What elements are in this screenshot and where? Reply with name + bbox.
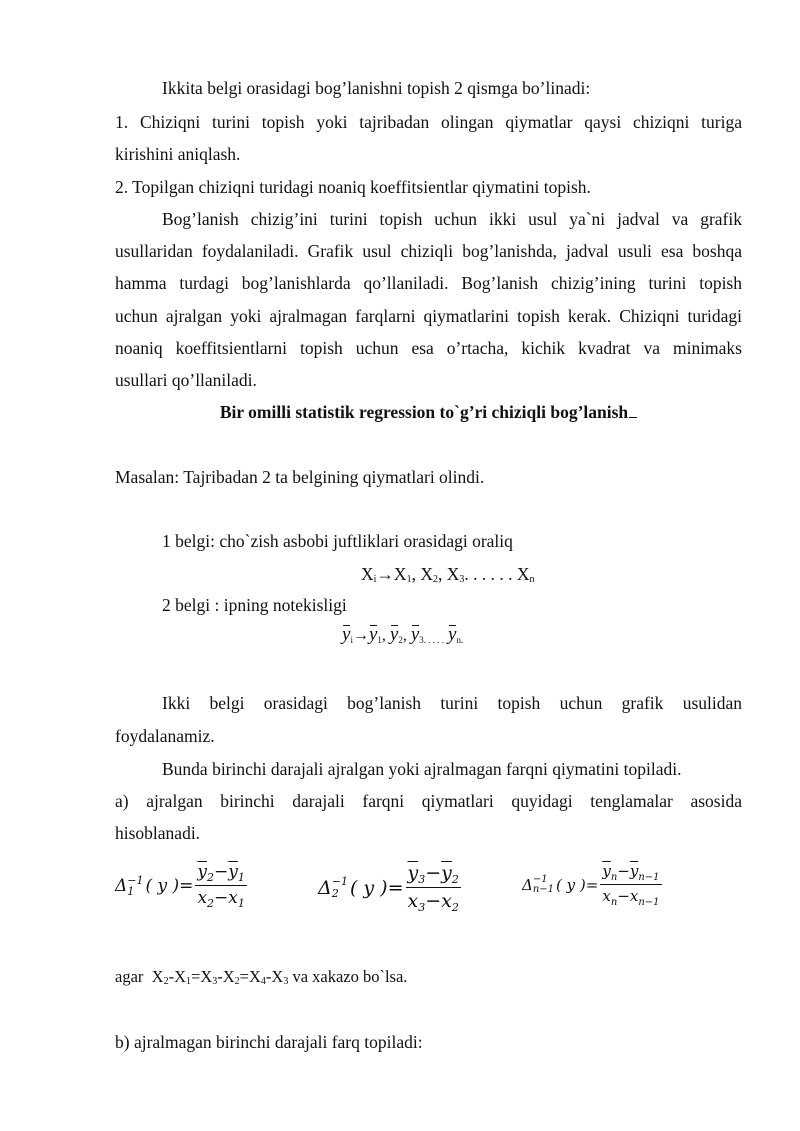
sub-index: 1 bbox=[237, 897, 245, 910]
x-symbol: X bbox=[516, 564, 530, 584]
fraction bbox=[406, 862, 461, 914]
section-heading-text: Bir omilli statistik regression to`g’ri chiziqli bog’lanish bbox=[219, 402, 629, 422]
y-bar-symbol: y bbox=[389, 624, 399, 645]
y-sub-n: n. bbox=[456, 635, 464, 645]
sub-index: 2 bbox=[207, 871, 215, 884]
delta-subscript: n−1 bbox=[532, 884, 555, 895]
y-sub-3: 3. . . . . bbox=[419, 635, 445, 645]
x-sub-3: 3 bbox=[459, 574, 465, 585]
sub-index: 1 bbox=[237, 871, 245, 884]
sub-index: n bbox=[610, 872, 618, 883]
paragraph-methods-line-3: hamma turdagi bog’lanishlarda qo’llaniladi. Bog’lanish chizig’ining turini topish bbox=[115, 273, 742, 293]
delta-subscript: 1 bbox=[127, 885, 135, 898]
y-bar-symbol: y bbox=[448, 624, 457, 645]
y-bar-symbol: $\overline{y}$ bbox=[228, 862, 238, 882]
equals-sign: = bbox=[239, 967, 249, 986]
function-of-y: ( y )= bbox=[145, 876, 194, 896]
delta-symbol: Δ bbox=[115, 876, 128, 896]
sub-index: 3 bbox=[283, 976, 289, 987]
minus-sign: - bbox=[265, 967, 272, 986]
x-symbol: X bbox=[174, 967, 186, 986]
sub-index: 2 bbox=[451, 873, 459, 886]
heading-underscore-mark bbox=[629, 417, 637, 418]
sub-index: 1 bbox=[186, 976, 191, 987]
minus-sign: - bbox=[217, 967, 223, 986]
sub-index: n bbox=[610, 897, 618, 908]
list-item-2: 2. Topilgan chiziqni turidagi noaniq koeffitsientlar qiymatini topish. bbox=[115, 177, 591, 197]
x-symbol: X bbox=[151, 967, 164, 986]
paragraph-methods-line-4: uchun ajralgan yoki ajralmagan farqlarni qiymatlarini topish kerak. Chiziqni turidagi bbox=[115, 306, 742, 326]
item-b-line: b) ajralmagan birinchi darajali farq topiladi: bbox=[115, 1032, 423, 1052]
y-bar-symbol: $\overline{y}$ bbox=[602, 862, 611, 880]
x-symbol: X bbox=[200, 967, 213, 986]
list-item-1-line-2: kirishini aniqlash. bbox=[115, 144, 241, 164]
section-heading bbox=[115, 401, 742, 423]
paragraph-graphic-line-1: Ikki belgi orasidagi bog’lanish turini topish uchun grafik usulidan bbox=[162, 693, 742, 713]
sub-index: 2 bbox=[163, 976, 169, 987]
y-sub-1: 1 bbox=[377, 635, 382, 645]
paragraph-methods-line-5: noaniq koeffitsientlarni topish uchun esa o’rtacha, kichik kvadrat va minimaks bbox=[115, 338, 742, 358]
power-label: −1 bbox=[532, 874, 548, 885]
arrow-symbol: → bbox=[352, 627, 369, 644]
x-symbol: X bbox=[222, 967, 235, 986]
x-symbol: x bbox=[629, 887, 639, 905]
formula-delta-n bbox=[522, 862, 662, 908]
minus-sign: − bbox=[214, 862, 229, 882]
sub-index: 2 bbox=[234, 976, 240, 987]
y-bar-symbol: $\overline{y}$ bbox=[407, 862, 419, 884]
paragraph-difference: Bunda birinchi darajali ajralgan yoki ajralmagan farqni qiymatini topiladi. bbox=[162, 759, 682, 779]
x-sub-n: n bbox=[529, 574, 535, 585]
x-sub-2: 2 bbox=[432, 574, 438, 585]
y-bar-symbol: y bbox=[368, 624, 378, 645]
y-sub-2: 2 bbox=[398, 635, 403, 645]
function-of-y: ( y )= bbox=[349, 877, 404, 899]
sub-index: 2 bbox=[207, 897, 215, 910]
x-symbol: x bbox=[228, 888, 238, 908]
minus-sign: − bbox=[214, 888, 229, 908]
paragraph-intro-line: Ikkita belgi orasidagi bog’lanishni topish 2 qismga bo’linadi: bbox=[162, 78, 591, 98]
feature-1-description: 1 belgi: cho`zish asbobi juftliklari orasidagi oraliq bbox=[162, 531, 513, 551]
sub-index: 2 bbox=[451, 901, 459, 914]
formula-delta-2 bbox=[318, 862, 461, 914]
power-label: −1 bbox=[331, 875, 348, 888]
y-sub-i: i bbox=[350, 635, 353, 645]
y-series-formula: yi→y1, y2, y3. . . . . yn. bbox=[342, 624, 464, 645]
minus-sign: − bbox=[425, 862, 442, 884]
sub-index: 3 bbox=[418, 873, 426, 886]
example-intro: Masalan: Tajribadan 2 ta belgining qiymatlari olindi. bbox=[115, 467, 485, 487]
separator: , bbox=[437, 564, 447, 584]
x-symbol: X bbox=[271, 967, 284, 986]
fraction bbox=[195, 862, 246, 910]
paragraph-methods-line-2: usullaridan foydalaniladi. Grafik usul chiziqli bog’lanishda, jadval usuli esa boshqa bbox=[115, 241, 742, 261]
x-symbol: x bbox=[197, 888, 208, 908]
sub-index: 3 bbox=[212, 976, 218, 987]
list-item-1-line-1: 1. Chiziqni turini topish yoki tajribadan olingan qiymatlar qaysi chiziqni turiga bbox=[115, 112, 742, 132]
minus-sign: - bbox=[168, 967, 175, 986]
delta-symbol: Δ bbox=[522, 876, 533, 894]
minus-sign: − bbox=[617, 862, 630, 880]
x-sub-i: i bbox=[373, 574, 377, 585]
equals-sign: = bbox=[191, 967, 201, 986]
x-symbol: X bbox=[446, 564, 460, 584]
delta-subscript: 2 bbox=[331, 887, 339, 900]
sub-index: 4 bbox=[260, 976, 266, 987]
x-symbol: x bbox=[407, 890, 419, 912]
fraction bbox=[600, 862, 661, 908]
feature-2-description: 2 belgi : ipning notekisligi bbox=[162, 595, 347, 615]
minus-sign: − bbox=[617, 887, 630, 905]
y-bar-symbol: y bbox=[410, 624, 420, 645]
y-bar-symbol: y bbox=[342, 624, 351, 645]
paragraph-methods-line-6: usullari qo’llaniladi. bbox=[115, 370, 257, 390]
x-symbol: X bbox=[420, 564, 433, 584]
item-a-line-1: a) ajralgan birinchi darajali farqni qiymatlari quyidagi tenglamalar asosida bbox=[115, 791, 742, 811]
power-label: −1 bbox=[127, 874, 144, 887]
ellipsis: . . . . . . bbox=[464, 564, 513, 584]
sub-index: n−1 bbox=[638, 897, 660, 908]
paragraph-methods-line-1: Bog’lanish chizig’ini turini topish uchun ikki usul ya`ni jadval va grafik bbox=[162, 209, 742, 229]
function-of-y: ( y )= bbox=[556, 876, 599, 894]
y-bar-symbol: $\overline{y}$ bbox=[197, 862, 208, 882]
minus-sign: − bbox=[425, 890, 442, 912]
paragraph-graphic-line-2: foydalanamiz. bbox=[115, 726, 215, 746]
x-series-formula bbox=[361, 563, 534, 591]
condition-keyword: agar bbox=[115, 967, 144, 986]
x-symbol: X bbox=[361, 564, 374, 584]
y-bar-symbol: $\overline{y}$ bbox=[441, 862, 452, 884]
separator: , bbox=[411, 564, 421, 584]
condition-tail-text: va xakazo bo`lsa. bbox=[292, 967, 408, 986]
x-symbol: x bbox=[602, 887, 611, 905]
x-symbol: X bbox=[393, 564, 407, 584]
sub-index: 3 bbox=[418, 901, 426, 914]
y-bar-symbol: $\overline{y}$ bbox=[629, 862, 639, 880]
formula-delta-1 bbox=[115, 862, 247, 910]
sub-index: n−1 bbox=[638, 872, 660, 883]
arrow-symbol: → bbox=[376, 564, 394, 584]
x-symbol: x bbox=[441, 890, 452, 912]
delta-symbol: Δ bbox=[318, 877, 332, 899]
x-sub-1: 1 bbox=[406, 574, 412, 585]
item-a-line-2: hisoblanadi. bbox=[115, 823, 201, 843]
x-symbol: X bbox=[248, 967, 261, 986]
condition-line bbox=[115, 966, 407, 993]
